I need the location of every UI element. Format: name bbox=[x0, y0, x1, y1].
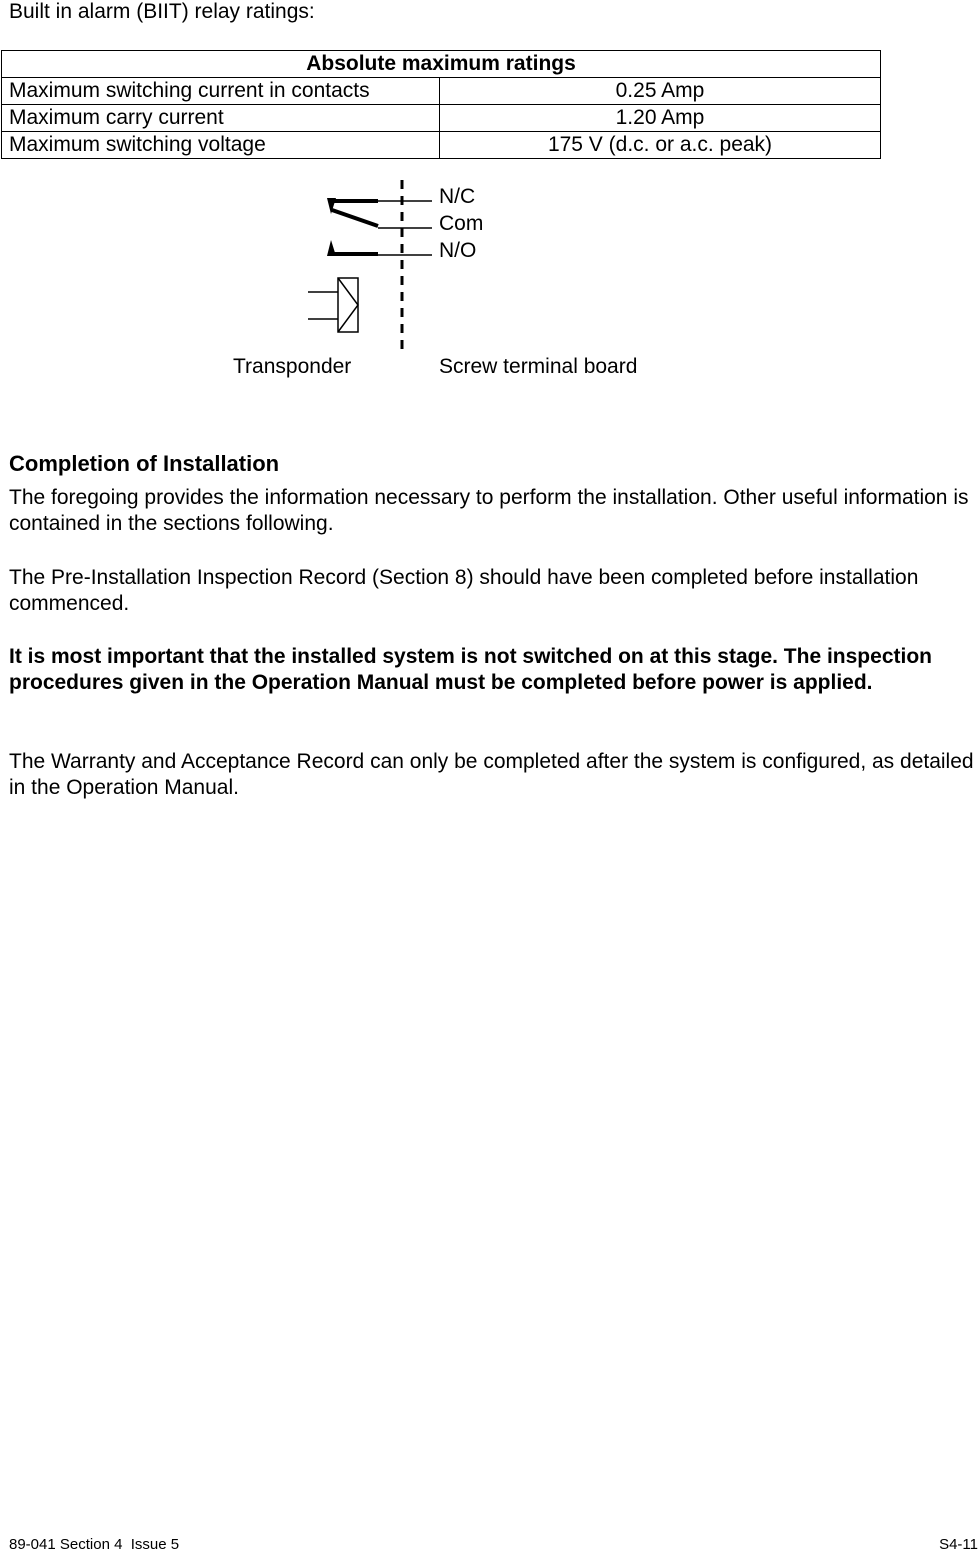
ratings-table bbox=[1, 50, 881, 159]
board-label: Screw terminal board bbox=[439, 355, 638, 378]
table-row bbox=[2, 132, 881, 159]
table-header-row bbox=[2, 51, 881, 78]
paragraph: The foregoing provides the information necessary to perform the installation. Other useful information is contained in the sections following. bbox=[9, 486, 969, 535]
table-cell-parameter: Maximum switching current in contacts bbox=[2, 78, 440, 105]
footer-page-number: S4-11 bbox=[939, 1536, 978, 1553]
table-cell-parameter: Maximum carry current bbox=[2, 105, 440, 132]
transponder-box bbox=[338, 278, 358, 332]
table-row bbox=[2, 78, 881, 105]
table-header: Absolute maximum ratings bbox=[2, 51, 881, 78]
table-row bbox=[2, 105, 881, 132]
table-cell-value: 1.20 Amp bbox=[440, 105, 881, 132]
table-cell-value: 0.25 Amp bbox=[440, 78, 881, 105]
table-cell-value: 175 V (d.c. or a.c. peak) bbox=[440, 132, 881, 159]
section-title: Completion of Installation bbox=[9, 451, 280, 476]
table-cell-parameter: Maximum switching voltage bbox=[2, 132, 440, 159]
paragraph: The Pre-Installation Inspection Record (Section 8) should have been completed before installation commenced. bbox=[9, 566, 919, 615]
paragraph: The Warranty and Acceptance Record can only be completed after the system is configured, as detailed in the Operation Manual. bbox=[9, 750, 974, 799]
transponder-arrow bbox=[338, 278, 358, 332]
intro-text: Built in alarm (BIIT) relay ratings: bbox=[9, 0, 315, 23]
footer-document-id: 89-041 Section 4 Issue 5 bbox=[9, 1536, 180, 1553]
no-label: N/O bbox=[439, 239, 477, 262]
relay-diagram bbox=[0, 170, 979, 390]
warning-paragraph: It is most important that the installed system is not switched on at this stage. The inspection procedures given in the Operation Manual must be completed before power is applied. bbox=[9, 645, 932, 694]
transponder-label: Transponder bbox=[233, 355, 352, 378]
nc-label: N/C bbox=[439, 185, 476, 208]
switch-arm bbox=[332, 210, 378, 226]
no-contact-tip bbox=[327, 240, 336, 256]
com-label: Com bbox=[439, 212, 484, 235]
